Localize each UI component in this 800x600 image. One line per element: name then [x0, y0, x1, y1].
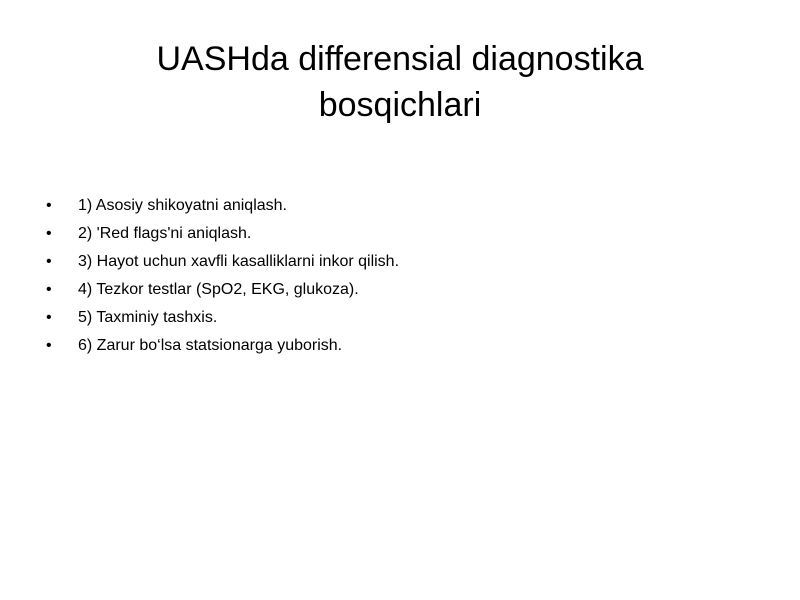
- bullet-icon: •: [46, 337, 52, 354]
- bullet-text: 6) Zarur bo‘lsa statsionarga yuborish.: [78, 337, 343, 354]
- bullet-list: [46, 192, 746, 360]
- bullet-item: [46, 192, 746, 220]
- bullet-item: [46, 332, 746, 360]
- bullet-icon: •: [46, 197, 52, 214]
- bullet-text: 1) Asosiy shikoyatni aniqlash.: [78, 197, 287, 214]
- slide-title: [40, 36, 760, 128]
- bullet-icon: •: [46, 309, 52, 326]
- bullet-icon: •: [46, 253, 52, 270]
- bullet-text: 3) Hayot uchun xavfli kasalliklarni inkor qilish.: [78, 253, 400, 270]
- bullet-item: [46, 304, 746, 332]
- bullet-item: [46, 220, 746, 248]
- bullet-item: [46, 276, 746, 304]
- bullet-text: 4) Tezkor testlar (SpO2, EKG, glukoza).: [78, 281, 359, 298]
- bullet-icon: •: [46, 281, 52, 298]
- bullet-item: [46, 248, 746, 276]
- slide-title-line-2: bosqichlari: [318, 86, 482, 124]
- slide-title-line-1: UASHda differensial diagnostika: [156, 40, 644, 78]
- bullet-text: 2) 'Red flags'ni aniqlash.: [78, 225, 252, 242]
- bullet-icon: •: [46, 225, 52, 242]
- bullet-text: 5) Taxminiy tashxis.: [78, 309, 218, 326]
